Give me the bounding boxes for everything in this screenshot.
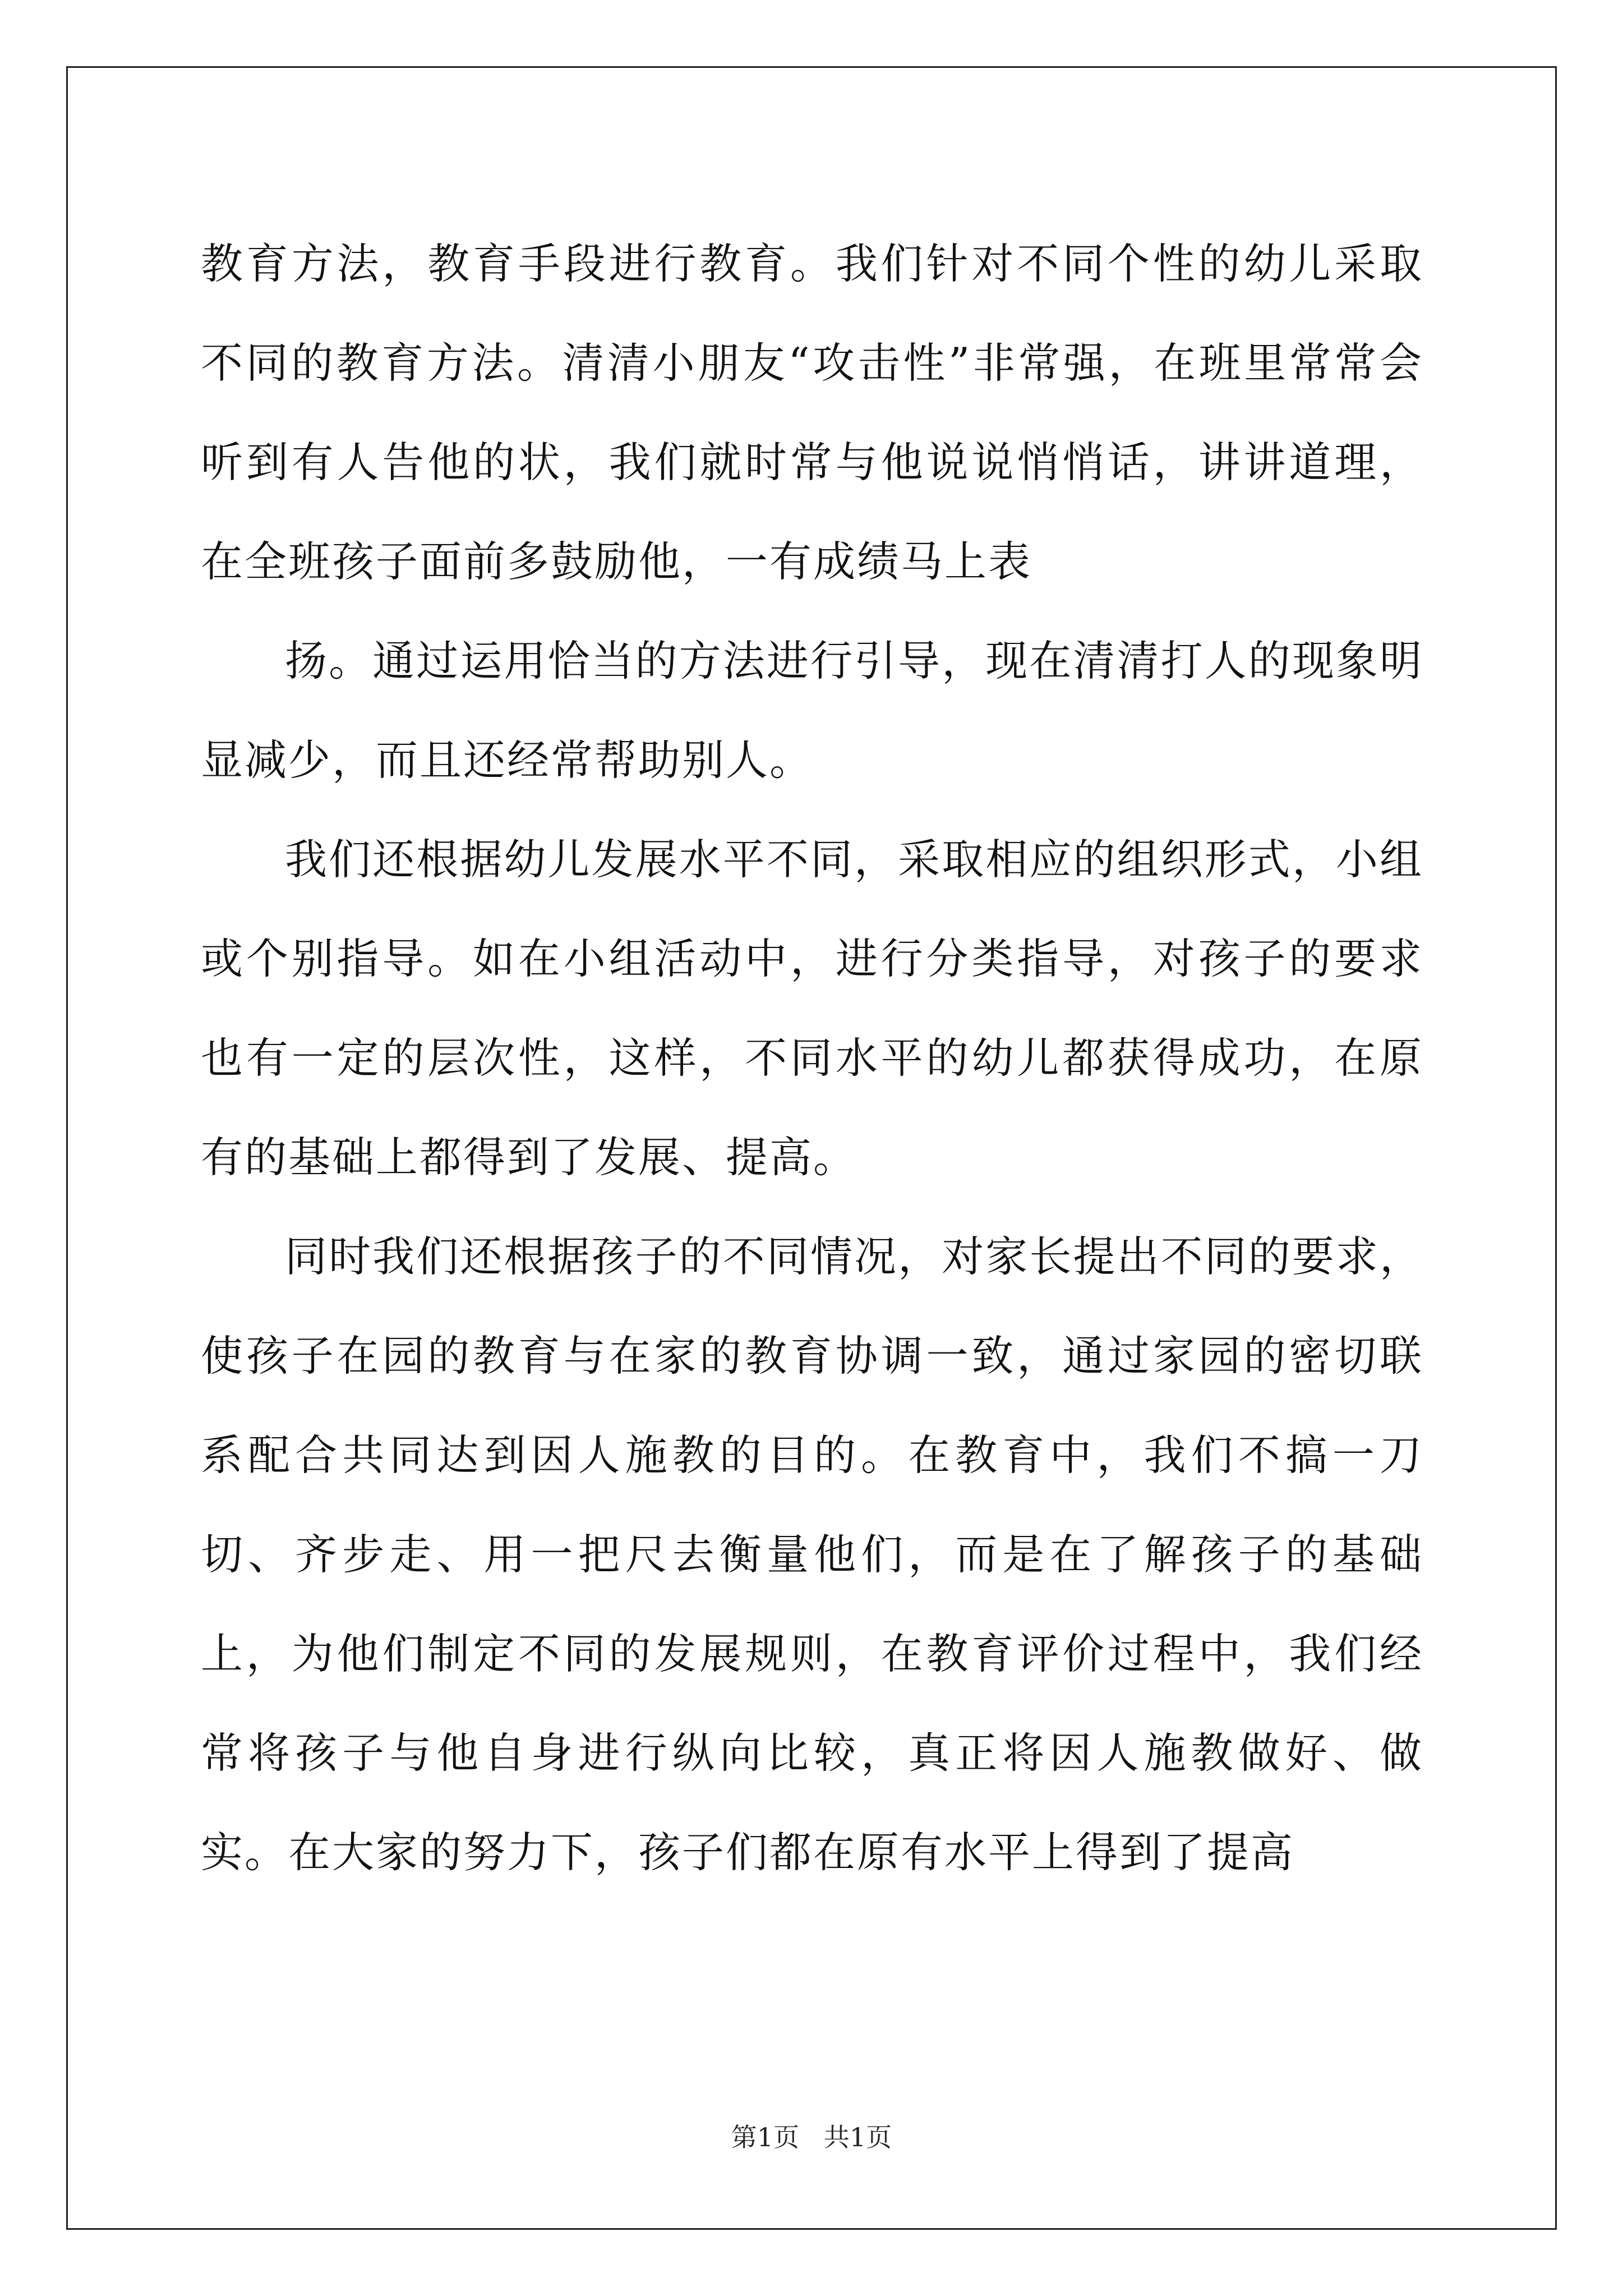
page-footer [0, 2120, 1623, 2154]
document-body [201, 214, 1423, 1902]
paragraph-1: 教育方法，教育手段进行教育。我们针对不同个性的幼儿采取不同的教育方法。清清小朋友“攻击性”非常强，在班里常常会听到有人告他的状，我们就时常与他说说悄悄话，讲讲道理，在全班孩子面前多鼓励他，一有成绩马上表 [201, 239, 1423, 586]
paragraph-4: 同时我们还根据孩子的不同情况，对家长提出不同的要求，使孩子在园的教育与在家的教育协调一致，通过家园的密切联系配合共同达到因人施教的目的。在教育中，我们不搞一刀切、齐步走、用一把尺去衡量他们，而是在了解孩子的基础上，为他们制定不同的发展规则，在教育评价过程中，我们经常将孩子与他自身进行纵向比较，真正将因人施教做好、做实。在大家的努力下，孩子们都在原有水平上得到了提高 [201, 1232, 1423, 1877]
paragraph-3: 我们还根据幼儿发展水平不同，采取相应的组织形式，小组或个别指导。如在小组活动中，进行分类指导，对孩子的要求也有一定的层次性，这样，不同水平的幼儿都获得成功，在原有的基础上都得到了发展、提高。 [201, 835, 1423, 1182]
page-number-label: 第1页 共1页 [731, 2122, 892, 2152]
paragraph-2: 扬。通过运用恰当的方法进行引导，现在清清打人的现象明显减少，而且还经常帮助别人。 [201, 636, 1423, 785]
